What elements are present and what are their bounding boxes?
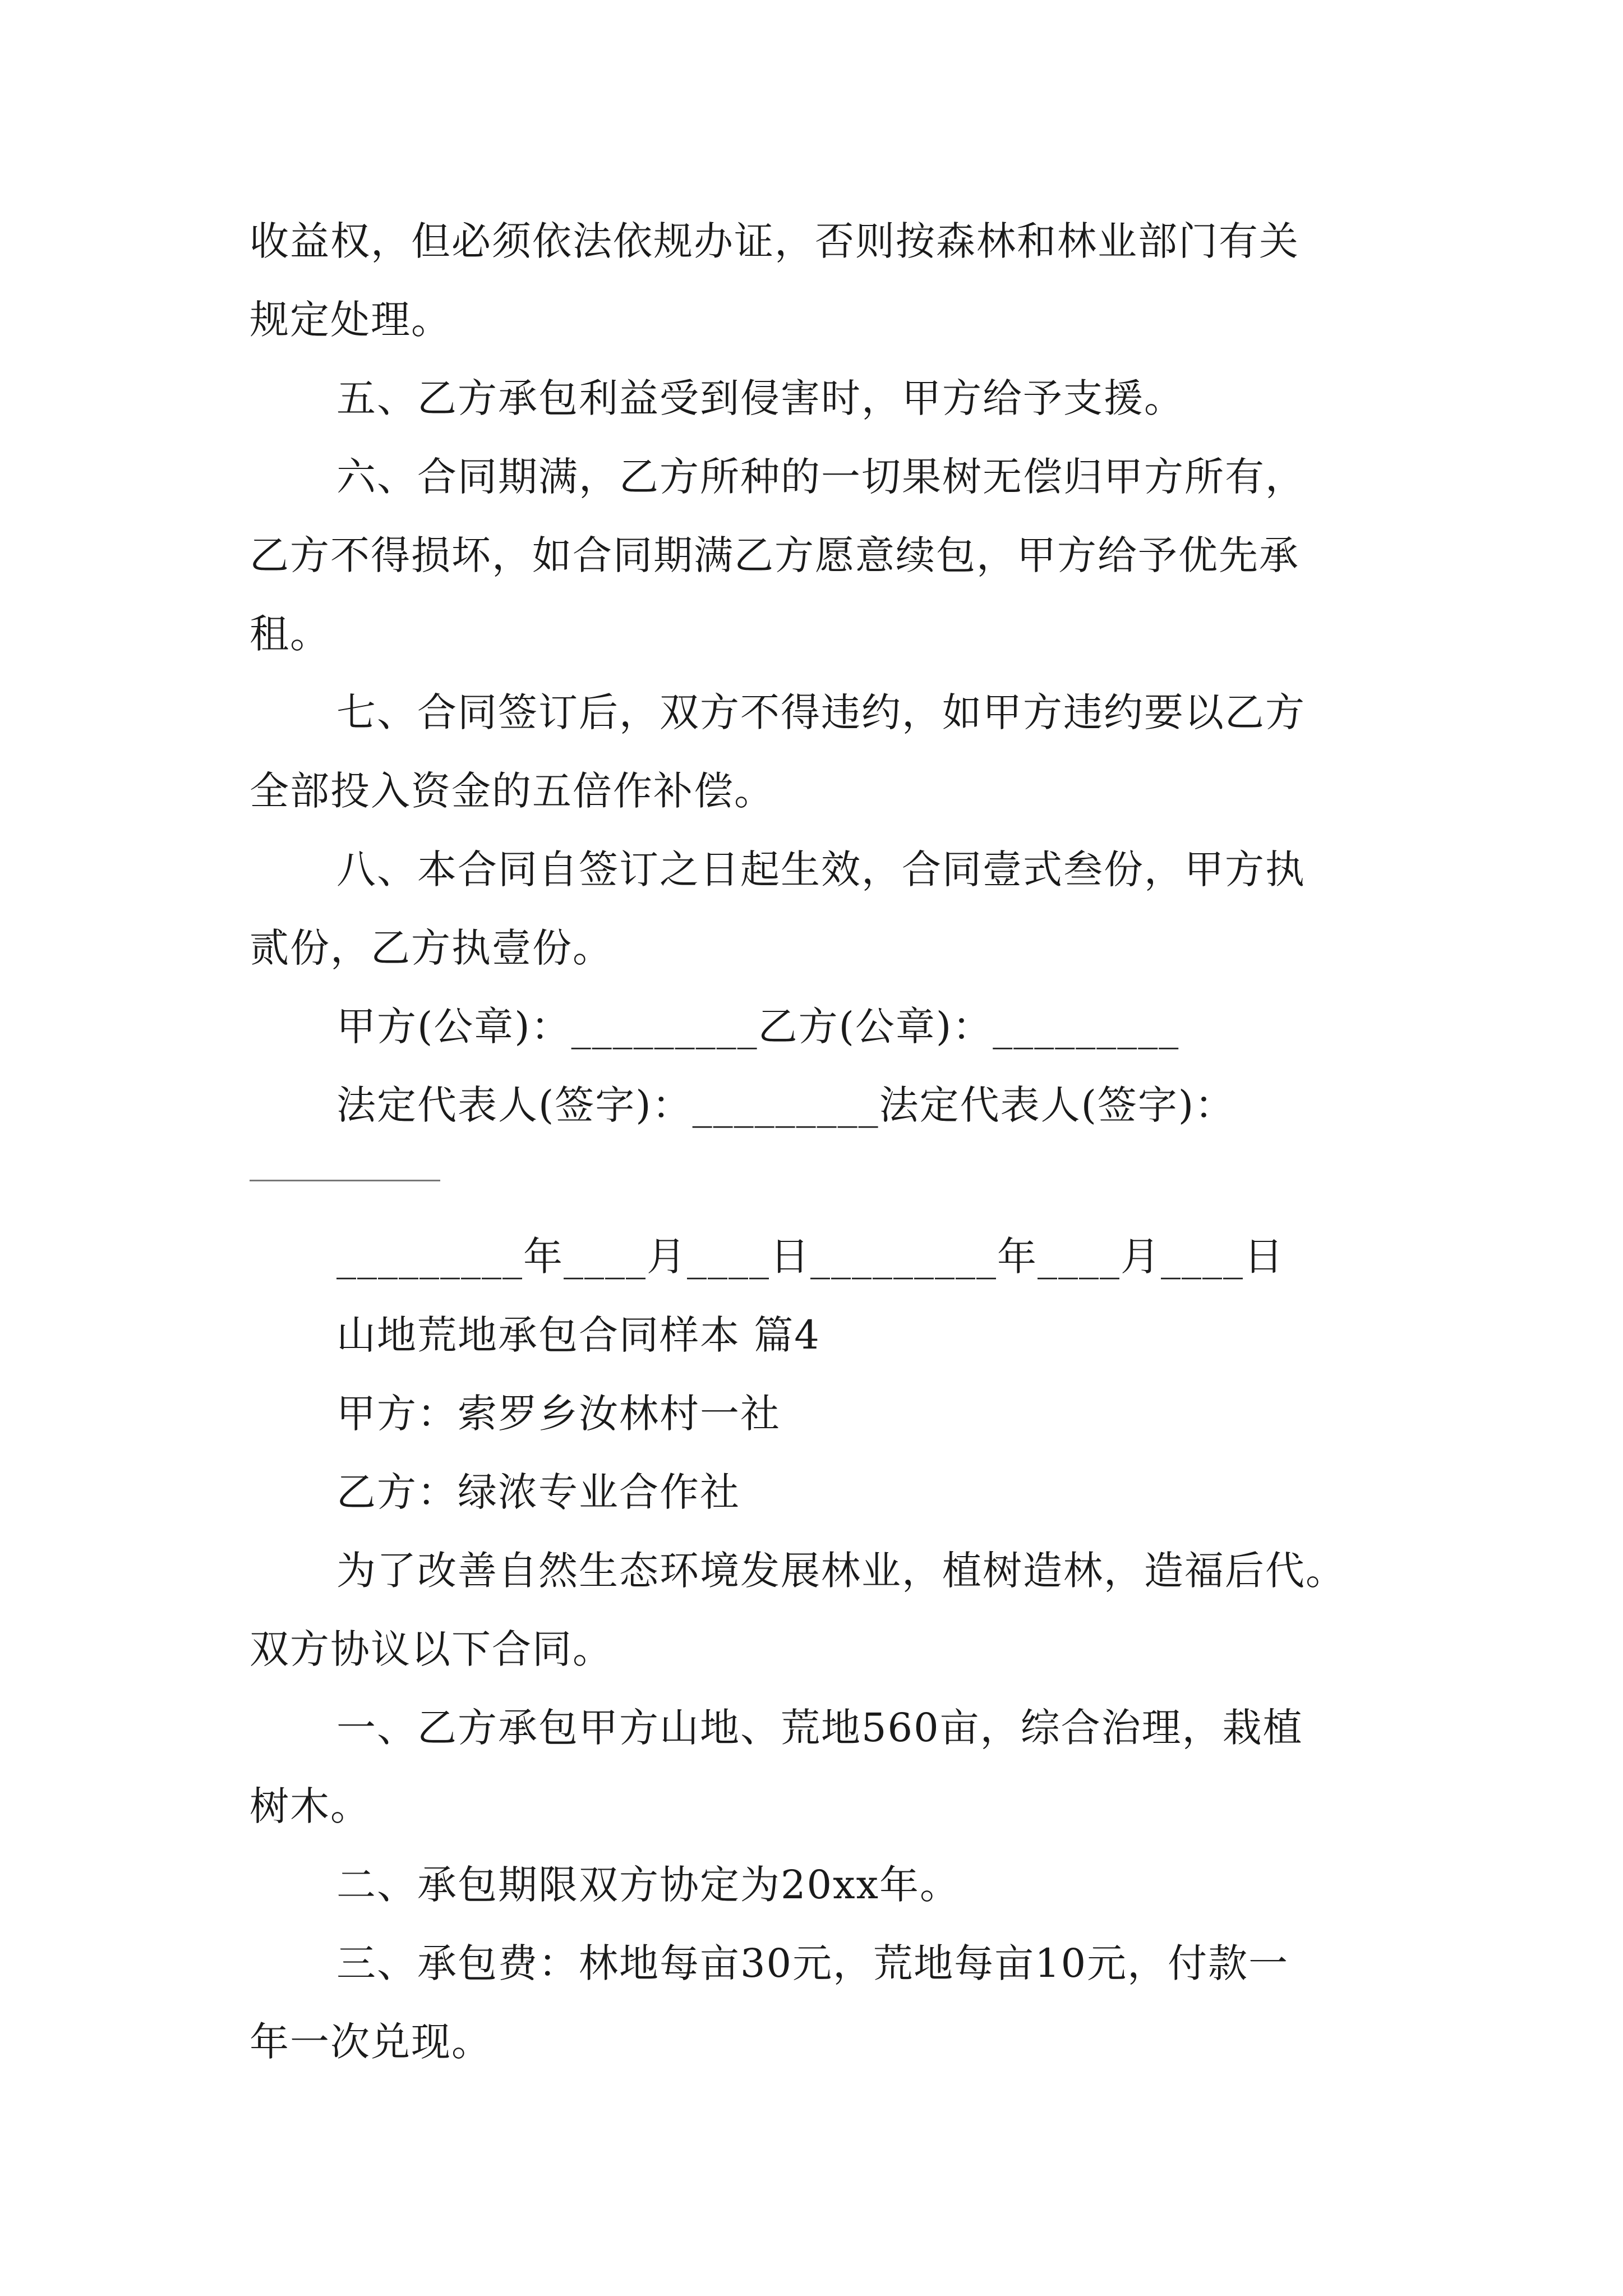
clause-one-line-1: 一、乙方承包甲方山地、荒地560亩，综合治理，栽植 [336,1705,1303,1751]
clause-seven-line-1: 七、合同签订后，双方不得违约，如甲方违约要以乙方 [336,689,1306,735]
clause-six-line-2: 乙方不得损坏，如合同期满乙方愿意续包，甲方给予优先承 [250,532,1299,578]
party-b-line: 乙方：绿浓专业合作社 [336,1469,740,1515]
clause-seven-line-2: 全部投入资金的五倍作补偿。 [250,768,774,814]
party-a-line: 甲方：索罗乡汝林村一社 [336,1391,781,1437]
clause-eight-line-1: 八、本合同自签订之日起生效，合同壹式叁份，甲方执 [336,846,1306,892]
section-title: 山地荒地承包合同样本 篇4 [336,1312,820,1358]
date-line: _________年____月____日_________年____月____日 [336,1234,1284,1280]
purpose-line-2: 双方协议以下合同。 [250,1626,613,1672]
text-line-1: 收益权，但必须依法依规办证，否则按森林和林业部门有关 [250,218,1299,264]
seal-line: 甲方(公章)：_________乙方(公章)：_________ [336,1004,1180,1050]
clause-two: 二、承包期限双方协定为20xx年。 [336,1862,961,1908]
purpose-line-1: 为了改善自然生态环境发展林业，植树造林，造福后代。 [336,1548,1346,1594]
clause-five: 五、乙方承包利益受到侵害时，甲方给予支援。 [336,375,1184,421]
clause-one-line-2: 树木。 [250,1783,371,1829]
clause-three-line-2: 年一次兑现。 [250,2019,492,2065]
signature-blank-rule [250,1180,440,1181]
text-line-2: 规定处理。 [250,297,451,343]
clause-eight-line-2: 贰份，乙方执壹份。 [250,925,613,971]
signature-line: 法定代表人(签字)：_________法定代表人(签字)： [336,1082,1235,1128]
clause-six-line-1: 六、合同期满，乙方所种的一切果树无偿归甲方所有， [336,454,1306,500]
clause-six-line-3: 租。 [250,611,330,657]
clause-three-line-1: 三、承包费：林地每亩30元，荒地每亩10元，付款一 [336,1940,1289,1986]
